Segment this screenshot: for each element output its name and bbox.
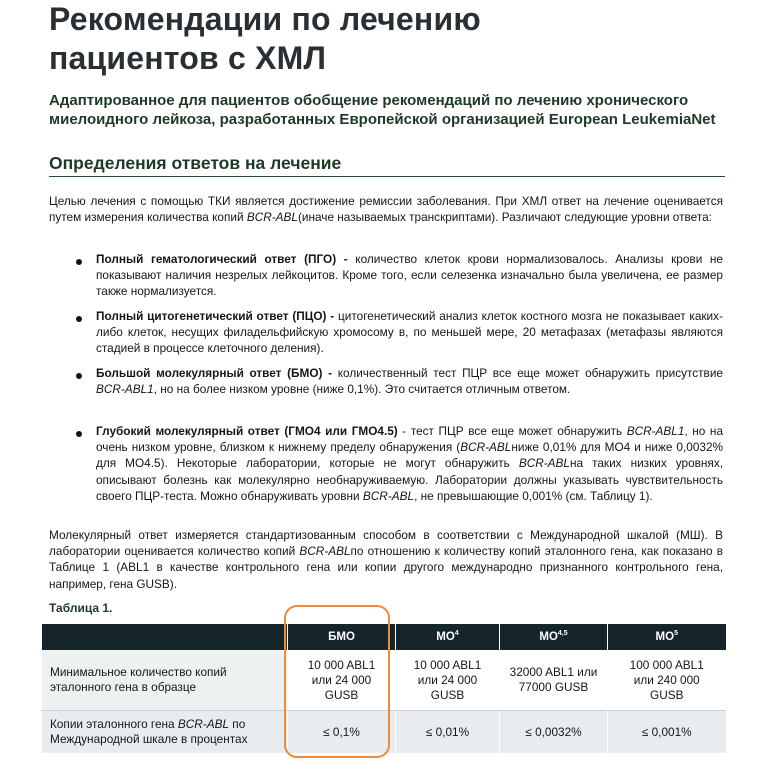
bullet-text: цитогенетический анализ клеток костного мозга не показывает каких-либо клеток, несущих филадельфийскую хромосому в, по меньшей мере, 20 метафазах (метафазы являются стадией в процессе клеточного деления). [96, 309, 723, 356]
header-label: БМО [328, 631, 355, 643]
cell-line: 10 000 ABL1 [413, 657, 482, 672]
molecular-paragraph [49, 527, 723, 592]
table-cell: ≤ 0,1% [288, 711, 396, 754]
bullet-italic: BCR-ABL [460, 440, 512, 455]
bullet-term: Полный гематологический ответ (ПГО) - [96, 252, 348, 266]
bullet-text: , но на очень низком уровне, близком к нижнему пределу обнаружения ( [96, 424, 724, 455]
row-label-italic: BCR-ABL [177, 717, 230, 731]
header-label: МО [539, 631, 558, 643]
header-sup: 5 [674, 630, 678, 638]
molecular-text-1: Молекулярный ответ измеряется стандартизованным способом в соответствии с Международной шкалой (МШ). В лаборатории оценивается количество копий [49, 528, 723, 559]
header-label: МО [655, 631, 675, 643]
bullet-term: Глубокий молекулярный ответ (ГМО4 или ГМО4.5) [96, 424, 398, 438]
title-line-1: Рекомендации по лечению [49, 1, 481, 37]
table-cell: ≤ 0,01% [396, 711, 500, 754]
cell-line: GUSB [324, 687, 359, 702]
bullet-item-pgo [96, 251, 723, 300]
intro-text-1: Целью лечения с помощью ТКИ является достижение ремиссии заболевания. При ХМЛ ответ на лечение оценивается путем измерения количества копий [49, 194, 723, 225]
cell-line: 32000 ABL1 или [509, 665, 598, 679]
bullet-italic: BCR-ABL1 [96, 382, 154, 397]
bullet-dot [76, 259, 82, 265]
bullet-text: на таких низких уровнях, описывают болезнь как молекулярно необнаруживаемую. Лаборатории должны указывать чувствительность своего ПЦР-теста. Можно обнаруживать уровни [96, 456, 723, 503]
bullet-term: Полный цитогенетический ответ (ПЦО) - [96, 309, 335, 323]
bullet-text: количество клеток крови нормализовалось. Анализы крови не показывают наличия незрелых лейкоцитов. Кроме того, если селезенка изначально была увеличена, ее размер также нормализуется. [96, 252, 723, 299]
cell-line: или 24 000 [417, 672, 478, 687]
cell-line: 100 000 ABL1 [629, 657, 704, 672]
table-caption: Таблица 1. [49, 601, 113, 615]
table-cell [396, 650, 500, 711]
subtitle: Адаптированное для пациентов обобщение рекомендаций по лечению хронического миелоидного лейкоза, разработанных Европейской организацией European LeukemiaNet [49, 92, 716, 128]
bullet-text: , не превышающие 0,001% (см. Таблицу 1). [414, 488, 653, 503]
bullet-italic: BCR-ABL [362, 488, 415, 503]
molecular-text-2: по отношению к количеству копий эталонного гена, как показано в Таблице 1 (ABL1 в качестве контрольного гена или копии другого международно признанного контрольного гена, например, гена GUSB). [49, 544, 723, 591]
bullet-dot [76, 316, 82, 322]
intro-italic: BCR-ABL [246, 210, 298, 225]
bullet-text: , но на более низком уровне (ниже 0,1%). Это считается отличным ответом. [153, 382, 571, 397]
bullet-italic: BCR-ABL [518, 456, 570, 471]
table-cell: ≤ 0,001% [608, 711, 726, 754]
page-title [49, 0, 749, 78]
table-cell [500, 650, 608, 711]
bullet-item-pco [96, 308, 723, 357]
header-mo4 [396, 624, 500, 650]
bullet-dot [76, 431, 82, 437]
bmo-column-highlight [284, 605, 390, 758]
section-heading: Определения ответов на лечение [49, 152, 725, 177]
bullet-italic: BCR-ABL1 [626, 424, 685, 438]
bullet-text: ниже 0,01% для МО4 и ниже 0,0032% для МО4.5). Некоторые лаборатории, которые не могут обнаружить [96, 440, 723, 471]
bullet-item-gmo [96, 423, 723, 504]
header-empty [42, 624, 288, 650]
cell-line: 10 000 ABL1 [307, 657, 376, 672]
cell-line: GUSB [650, 687, 684, 702]
row-label: Минимальное количество копий эталонного гена в образце [42, 650, 288, 711]
molecular-italic: BCR-ABL [299, 544, 351, 559]
intro-text-2: (иначе называемых транскриптами). Различают следующие уровни ответа: [297, 210, 712, 225]
row-label-text: Копии эталонного гена [50, 717, 178, 731]
header-sup: 4 [454, 630, 459, 638]
header-sup: 4,5 [557, 630, 568, 638]
cell-line: или 24 000 [311, 672, 372, 687]
header-mo45 [500, 624, 608, 650]
row-label [42, 711, 288, 754]
table-cell: ≤ 0,0032% [500, 711, 608, 754]
row-label-text: по Международной шкале в процентах [50, 717, 248, 746]
header-mo5 [608, 624, 726, 650]
header-label: МО [436, 631, 455, 643]
bullet-text: - тест ПЦР все еще может обнаружить [397, 424, 627, 438]
bullet-term: Большой молекулярный ответ (БМО) - [96, 366, 333, 380]
cell-line: 77000 GUSB [518, 680, 589, 694]
cell-line: GUSB [430, 687, 465, 702]
title-line-2: пациентов с ХМЛ [49, 40, 327, 76]
cell-line: или 240 000 [633, 672, 700, 687]
bullet-item-bmo [96, 365, 723, 397]
table-cell [608, 650, 726, 711]
intro-paragraph [49, 193, 723, 225]
bullet-dot [76, 373, 82, 379]
bullet-text: количественный тест ПЦР все еще может обнаружить присутствие [332, 366, 723, 380]
